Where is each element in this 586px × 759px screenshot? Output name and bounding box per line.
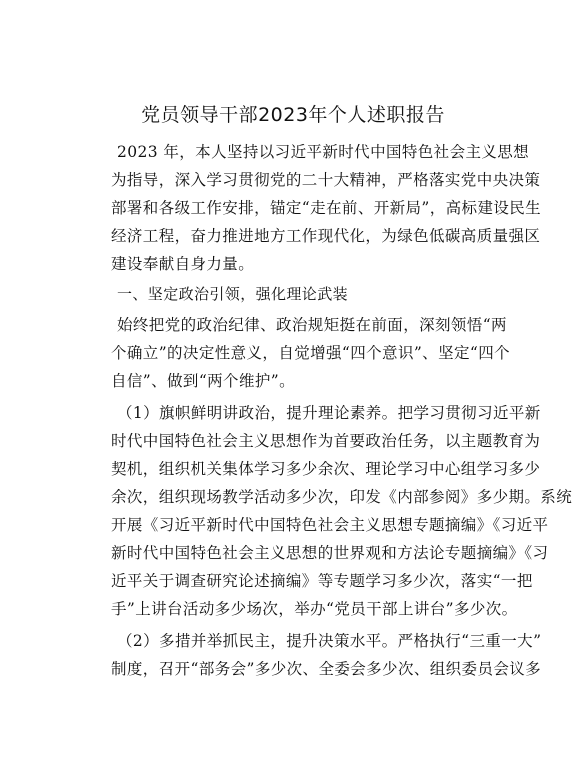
body-line-16: 手”上讲台活动多少场次，举办“党员干部上讲台”多少次。 bbox=[111, 600, 518, 618]
body-line-17: （2）多措并举抓民主，提升决策水平。严格执行“三重一大” bbox=[117, 632, 542, 650]
body-line-5: 建设奉献自身力量。 bbox=[111, 255, 255, 273]
body-line-1: 2023 年，本人坚持以习近平新时代中国特色社会主义思想 bbox=[117, 143, 530, 161]
document-title: 党员领导干部2023年个人述职报告 bbox=[141, 104, 445, 126]
section-heading-1: 一、坚定政治引领，强化理论武装 bbox=[117, 285, 349, 303]
body-line-11: 契机，组织机关集体学习多少余次、理论学习中心组学习多少 bbox=[111, 460, 541, 478]
body-line-14: 新时代中国特色社会主义思想的世界观和方法论专题摘编》《习 bbox=[111, 544, 549, 562]
body-line-8: 自信”、做到“两个维护”。 bbox=[111, 372, 295, 390]
body-line-9: （1）旗帜鲜明讲政治，提升理论素养。把学习贯彻习近平新 bbox=[117, 404, 541, 422]
body-line-4: 经济工程，奋力推进地方工作现代化，为绿色低碳高质量强区 bbox=[111, 227, 541, 245]
body-line-12: 余次，组织现场教学活动多少次，印发《内部参阅》多少期。系统 bbox=[111, 488, 573, 506]
body-line-10: 时代中国特色社会主义思想作为首要政治任务，以主题教育为 bbox=[111, 432, 541, 450]
body-line-18: 制度，召开“部务会”多少次、全委会多少次、组织委员会议多 bbox=[111, 660, 542, 678]
body-line-6: 始终把党的政治纪律、政治规矩挺在前面，深刻领悟“两 bbox=[117, 316, 507, 334]
body-line-7: 个确立”的决定性意义，自觉增强“四个意识”、坚定“四个 bbox=[111, 344, 510, 362]
body-line-13: 开展《习近平新时代中国特色社会主义思想专题摘编》《习近平 bbox=[111, 516, 549, 534]
body-line-3: 部署和各级工作安排，锚定“走在前、开新局”，高标建设民生 bbox=[111, 199, 542, 217]
body-line-15: 近平关于调查研究论述摘编》等专题学习多少次，落实“一把 bbox=[111, 572, 533, 590]
body-line-2: 为指导，深入学习贯彻党的二十大精神，严格落实党中央决策 bbox=[111, 171, 541, 189]
